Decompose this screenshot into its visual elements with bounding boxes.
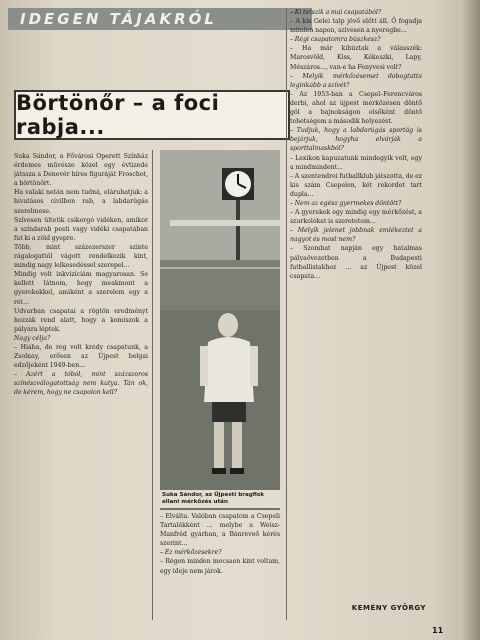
page-edge-shadow [462,0,480,640]
question: – Tudjuk, hogy a labdarúgás sportág is bejárjuk, hogyha elvárják a sporttalmaskból? [290,127,422,153]
paragraph: – A szentendrei futballklub játszotta, de ez kis szám Csepelen, két rekordot tart dupla... [290,172,422,198]
article-column-2 [160,512,280,620]
page-number: 11 [432,626,444,635]
question: – Melyik mérkőzésemet dobogtatta leginkább a szívét? [290,72,422,89]
question: – Régi csapatomra büszkesz? [290,36,381,44]
paragraph: – Lexikon kapuzatunk mindegyik volt, egy a mindmindent... [290,154,422,171]
photo-caption: Suka Sándor, az Újpesti bragfisk ellani mérkőzés után [160,490,282,508]
question: – Azért a tóból, mint százszoros színészválogatottság nem kutya. Tán ok, de kérem, hogy ne csapolon kell? [14,371,148,397]
author-byline: KEMÉNY GYÖRGY [351,604,426,612]
player-photo [160,150,280,510]
question: – Ez mérkőzésekre? [160,549,222,557]
paragraph: Szívesen ültetik csikorgó vidéken, amikor a színdarab pesti vagy vidéki csapatában fut ki a zöld gyepre. [14,216,148,242]
paragraph: – Elválta. Valóban csapatom a Csepeli Tartalékként ... melybe a Weisz-Manfréd gyárban, a Bánreveő kérés szerint... [160,513,280,548]
article-column-3 [290,8,422,604]
paragraph: Ha valaki netán nem tudná, eláruhatjuk: a hivatásos civilben rab, a labdarúgás szerelmese. [14,189,148,215]
paragraph: – A gyerekek egy mindig egy mérkőzést, a szurkolókat is szeretetem... [290,209,422,226]
rubric-title: IDEGEN TÁJAKRÓL [20,10,217,28]
column-rule [286,8,287,620]
paragraph: Mindig volt inkvizíciám magyarosan. Se kellett látnom, hogy meakmont a gyerekekkel, amiként a szerelem egy a rét... [14,271,148,306]
question: – Melyik jelenet jobbnak emlékeztet a nagyot és most nem? [290,227,422,244]
question: – Nem az egész gyermekes döntött? [290,199,402,207]
stadium-photo-image [160,150,280,510]
headline: Börtönőr – a foci rabja... [16,91,220,139]
article-column-1 [14,152,148,614]
question: Nagy célja? [14,334,51,342]
paragraph: – Szombat napján egy hatalmas pályaövezetben a Budapesti futballistakhoz ... az Újpest közel csapata... [290,245,422,280]
paragraph: Több, mint százezerszer szinte rágalogattól vágott rendelkezik kint, mindig nagy lelkesedéssel szerepel... [14,243,148,270]
paragraph: – A kis Gelei talp jövő előtt áll. Ő fogadja minden napon, szívesen a nyeregbe... [290,18,422,35]
question: – Ki tetszik a mai csapatából? [290,9,382,16]
paragraph: – Hiába, de rég volt krédy csapatunk, a Zsolnay, erősen az Újpest belgai edzőjeként 1949-ben... [14,343,148,370]
paragraph: – Az 1953-ban a Csepel–Ferencváros derbi, ahol az újpest mérkőzésen döntő gól a bajnokságon elsőként döntő tehetségem a második helyezést. [290,90,422,126]
paragraph: Udvarban csapatai a rögtön eredményt hozzák rend alatt, hogy a komiszok a pályára léptek. [14,307,148,333]
paragraph: – Régen minden mecsaen kint voltam, egy ideje nem járok. [160,558,280,575]
column-rule [152,150,153,620]
headline-box [14,90,290,140]
paragraph: – Ha már kihúztak a válasszék: Marosvöld, Kiss, Kékeszki, Lapy, Mészáros..., van-e ha Fenyvesi volt? [290,45,422,71]
paragraph: Suka Sándor, a Fővárosi Operett Színház érdemes művésze közel egy évtizede játssza a Denevér híres figuráját Froschot, a börtönőrt. [14,153,148,188]
rubric-banner [8,8,312,30]
